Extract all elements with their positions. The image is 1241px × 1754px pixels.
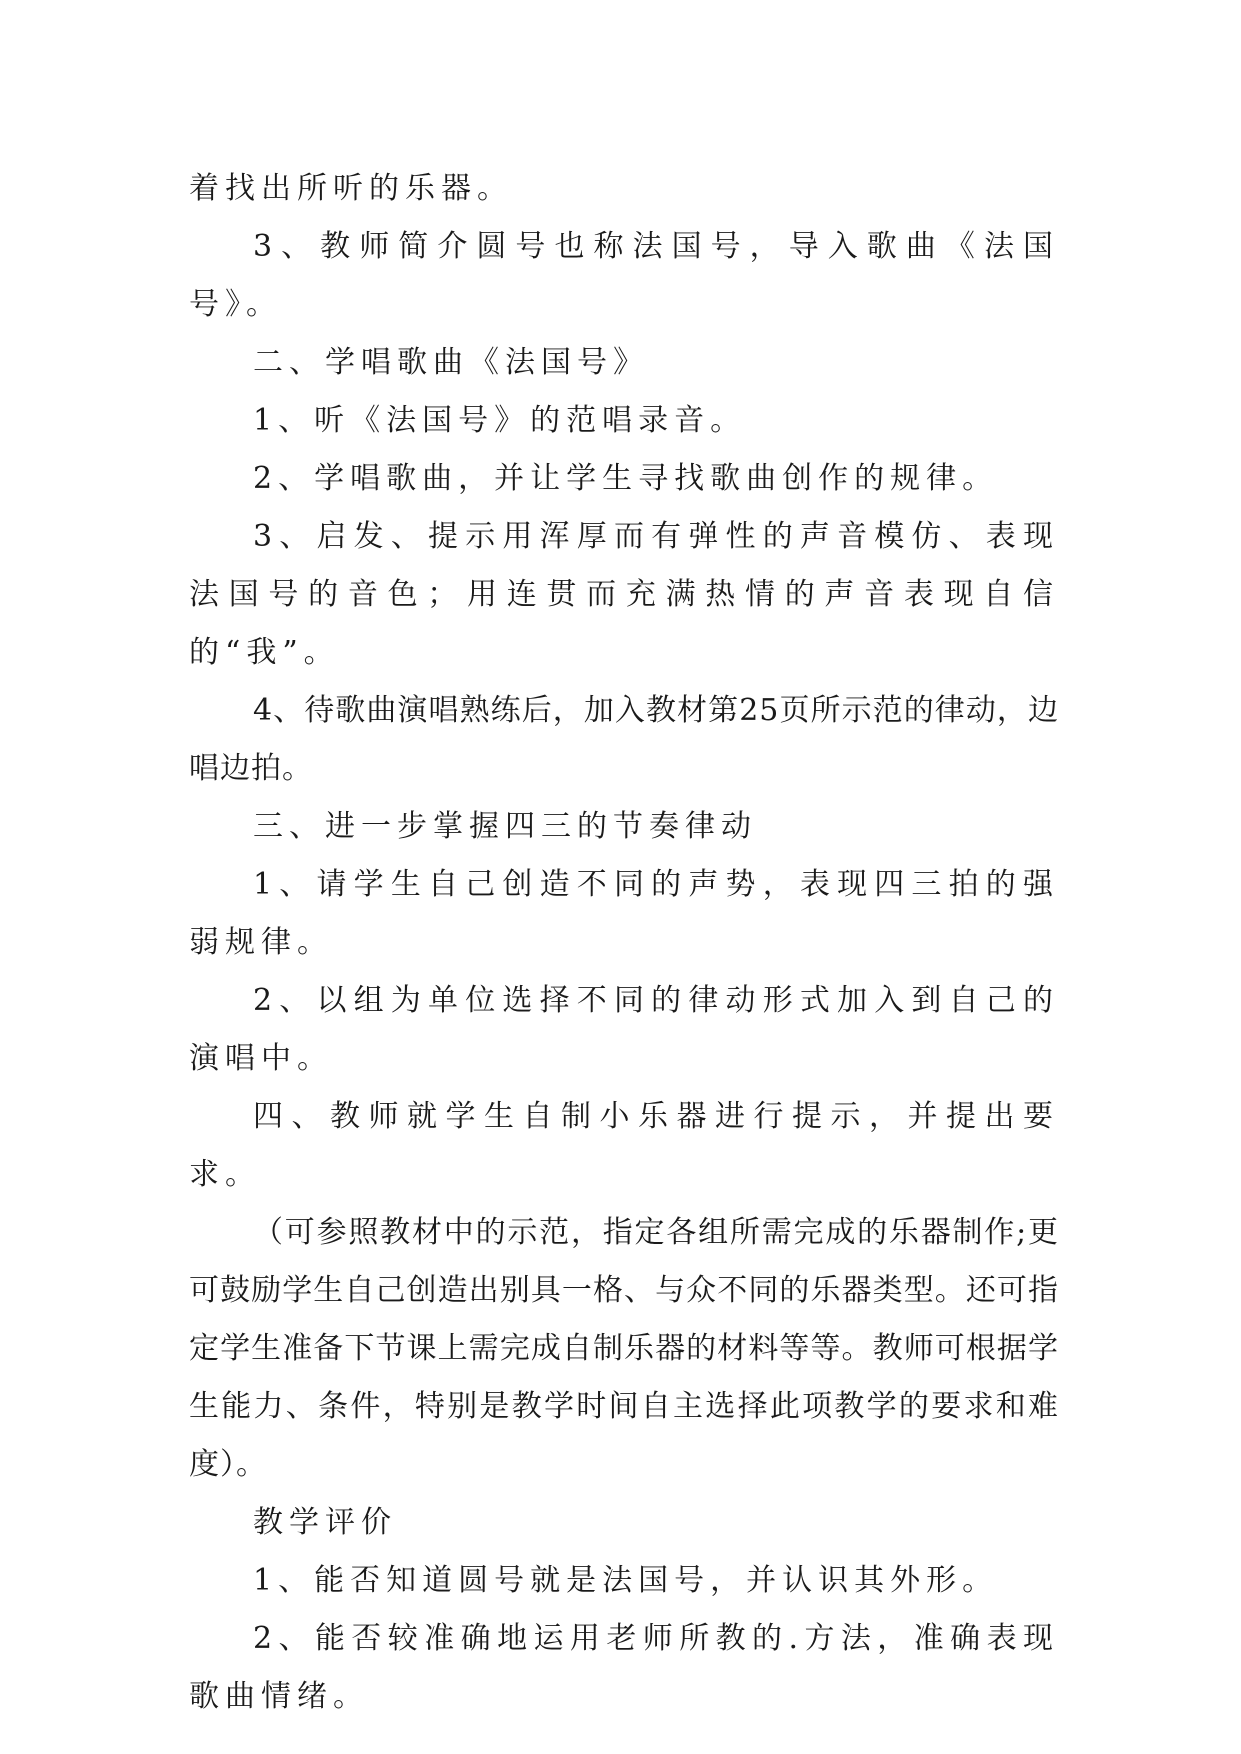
paragraph-2: 3、教师简介圆号也称法国号，导入歌曲《法国号》。 — [189, 229, 1059, 322]
paragraph-6: 3、启发、提示用浑厚而有弹性的声音模仿、表现法国号的音色；用连贯而充满热情的声音表现自信的“我”。 — [189, 519, 1059, 670]
paragraph-4: 1、听《法国号》的范唱录音。 — [253, 403, 747, 438]
paragraph-15: 2、能否较准确地运用老师所教的.方法，准确表现歌曲情绪。 — [189, 1621, 1059, 1714]
section-heading-2: 二、学唱歌曲《法国号》 — [253, 345, 649, 380]
paragraph-7: 4、待歌曲演唱熟练后，加入教材第25页所示范的律动，边唱边拍。 — [189, 693, 1059, 786]
section-heading-evaluation: 教学评价 — [253, 1505, 397, 1540]
paragraph-12: （可参照教材中的示范，指定各组所需完成的乐器制作;更可鼓励学生自己创造出别具一格、与众不同的乐器类型。还可指定学生准备下节课上需完成自制乐器的材料等等。教师可根据学生能力、条件，特别是教学时间自主选择此项教学的要求和难度）。 — [189, 1215, 1059, 1482]
paragraph-14: 1、能否知道圆号就是法国号，并认识其外形。 — [253, 1563, 999, 1598]
paragraph-1: 着找出所听的乐器。 — [189, 171, 513, 206]
document-body — [189, 160, 1059, 1726]
paragraph-5: 2、学唱歌曲，并让学生寻找歌曲创作的规律。 — [253, 461, 999, 496]
paragraph-9: 1、请学生自己创造不同的声势，表现四三拍的强弱规律。 — [189, 867, 1059, 960]
section-heading-3: 三、进一步掌握四三的节奏律动 — [253, 809, 757, 844]
section-heading-4: 四、教师就学生自制小乐器进行提示，并提出要求。 — [189, 1099, 1059, 1192]
paragraph-10: 2、以组为单位选择不同的律动形式加入到自己的演唱中。 — [189, 983, 1059, 1076]
